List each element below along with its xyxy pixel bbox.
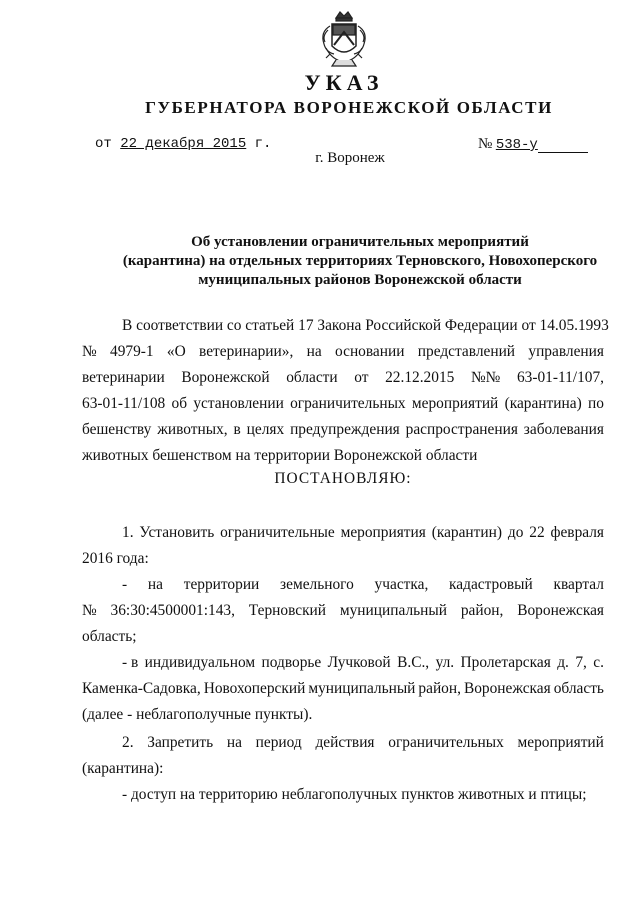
word: «О: [166, 343, 186, 360]
word: 7,: [575, 654, 587, 671]
word: ограничительные: [220, 524, 335, 541]
word: распространения: [405, 421, 518, 438]
word: Воронежская: [463, 680, 551, 697]
preamble-line: [82, 343, 604, 361]
word: мероприятия: [340, 524, 426, 541]
item-1-sub-line: [82, 680, 604, 698]
word: индивидуальном: [144, 654, 256, 671]
item-1-sub-line: [122, 654, 604, 672]
decree-word: ПОСТАНОВЛЯЮ:: [274, 470, 412, 487]
word: земельного: [280, 576, 354, 593]
word: муниципальный: [339, 602, 447, 619]
word: район,: [418, 680, 461, 697]
word: заболевания: [523, 421, 604, 438]
word: основании: [335, 343, 405, 360]
word: 1.: [122, 524, 134, 541]
word: (карантина): [504, 395, 582, 412]
word: 36:30:4500001:143,: [110, 602, 235, 619]
word: В.С.,: [397, 654, 430, 671]
word: бешенству: [82, 421, 152, 438]
word: область: [553, 680, 604, 697]
date-suffix: г.: [254, 136, 272, 152]
word: квартал: [553, 576, 604, 593]
word: ул.: [435, 654, 455, 671]
item-1-sub-line: область;: [82, 628, 137, 645]
item-2-line: (карантина):: [82, 760, 164, 777]
word: животных,: [157, 421, 228, 438]
preamble-line: В соответствии со статьей 17 Закона Российской Федерации от 14.05.1993: [122, 317, 609, 334]
word: ограничительных: [290, 395, 406, 412]
decree-subtitle: ГУБЕРНАТОРА ВОРОНЕЖСКОЙ ОБЛАСТИ: [145, 98, 553, 117]
date-prefix: от: [95, 136, 112, 152]
word: участка,: [374, 576, 429, 593]
word: до: [507, 524, 524, 541]
number-sign: №: [478, 136, 493, 152]
word: с.: [593, 654, 604, 671]
word: 22.12.2015: [385, 369, 455, 386]
number-value: 538-у: [495, 137, 538, 153]
coat-of-arms-emblem: [312, 8, 376, 70]
date-value: 22 декабря 2015: [120, 136, 247, 152]
preamble-line: [82, 395, 604, 413]
word: действия: [315, 734, 375, 751]
word: Воронежская: [517, 602, 604, 619]
decree-subject: [60, 233, 640, 290]
word: 22: [529, 524, 545, 541]
word: ветеринарии»,: [199, 343, 294, 360]
subject-line: Об установлении ограничительных мероприятий: [191, 234, 529, 250]
word: Лучковой: [327, 654, 391, 671]
word: №№: [470, 369, 501, 386]
word: период: [255, 734, 302, 751]
word: 63-01-11/108: [82, 395, 166, 412]
word: муниципальный: [308, 680, 416, 697]
word: от: [354, 369, 369, 386]
item-1-sub-line: [122, 576, 604, 594]
word: ограничительных: [388, 734, 504, 751]
item-2-sub-line: - доступ на территорию неблагополучных пунктов животных и птицы;: [122, 786, 587, 803]
word: ветеринарии: [82, 369, 165, 386]
word: Новохоперский: [203, 680, 306, 697]
word: об: [171, 395, 188, 412]
word: -: [122, 576, 128, 593]
item-1-sub-line: (далее - неблагополучные пункты).: [82, 706, 313, 723]
word: управления: [528, 343, 604, 360]
preamble-line: [82, 369, 604, 387]
item-2-line: [122, 734, 604, 752]
word: 4979-1: [110, 343, 154, 360]
word: области: [286, 369, 338, 386]
word: (карантин): [431, 524, 502, 541]
word: предупреждения: [290, 421, 400, 438]
decree-city: г. Воронеж: [315, 150, 385, 166]
word: Терновский: [248, 602, 327, 619]
word: территории: [183, 576, 260, 593]
word: февраля: [550, 524, 604, 541]
word: Пролетарская: [460, 654, 551, 671]
word: - в: [122, 654, 139, 671]
decree-title: УКАЗ: [304, 70, 384, 95]
word: 2.: [122, 734, 134, 751]
subject-line: (карантина) на отдельных территориях Терновского, Новохоперского: [122, 253, 598, 269]
word: представлений: [417, 343, 516, 360]
word: по: [588, 395, 604, 412]
item-1-line: 2016 года:: [82, 550, 149, 567]
subject-line: муниципальных районов Воронежской области: [198, 272, 522, 288]
word: мероприятий: [517, 734, 604, 751]
item-1-sub-line: [82, 602, 604, 620]
preamble-line: животных бешенством на территории Воронежской области: [82, 447, 478, 464]
word: на: [306, 343, 322, 360]
word: 63-01-11/107,: [516, 369, 604, 386]
preamble-line: [82, 421, 604, 439]
word: целях: [246, 421, 285, 438]
word: на: [147, 576, 163, 593]
word: в: [233, 421, 241, 438]
word: на: [226, 734, 242, 751]
word: Воронежской: [181, 369, 270, 386]
word: Запретить: [147, 734, 214, 751]
word: подворье: [261, 654, 322, 671]
word: д.: [557, 654, 569, 671]
word: №: [82, 343, 97, 360]
word: мероприятий: [411, 395, 499, 412]
word: Каменка-Садовка,: [82, 680, 201, 697]
item-1-line: [122, 524, 604, 542]
word: Установить: [139, 524, 215, 541]
word: кадастровый: [449, 576, 533, 593]
word: установлении: [193, 395, 284, 412]
word: №: [82, 602, 97, 619]
word: район,: [460, 602, 504, 619]
